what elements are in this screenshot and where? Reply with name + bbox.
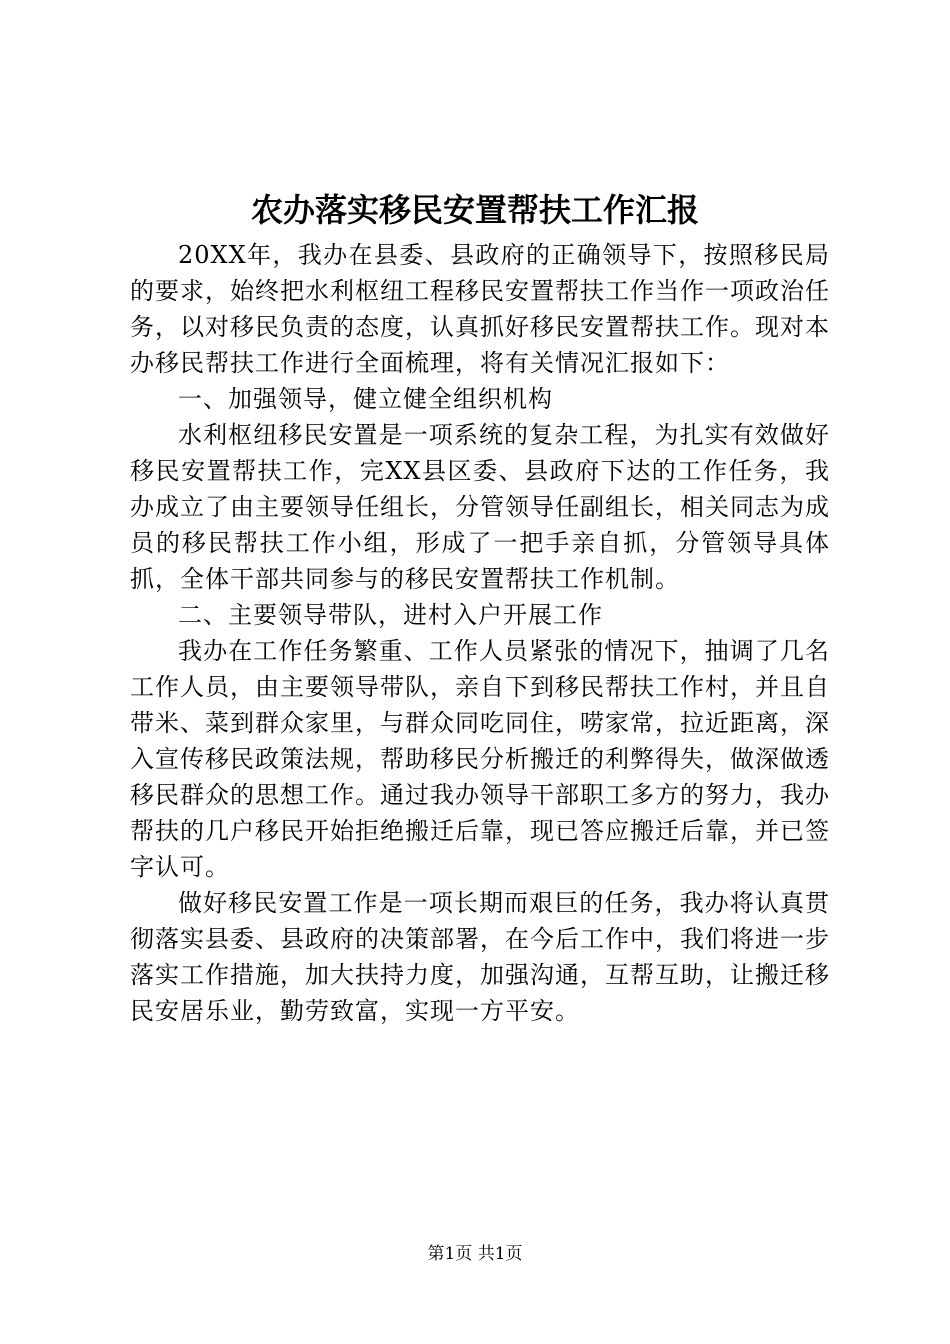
document-body	[130, 237, 830, 1029]
section-heading-1: 一、加强领导，健立健全组织机构	[178, 385, 553, 413]
section-1-paragraph: 水利枢纽移民安置是一项系统的复杂工程，为扎实有效做好移民安置帮扶工作，完XX县区委、县政府下达的工作任务，我办成立了由主要领导任组长，分管领导任副组长，相关同志为成员的移民帮扶工作小组，形成了一把手亲自抓，分管领导具体抓，全体干部共同参与的移民安置帮扶工作机制。	[130, 421, 830, 593]
section-2-paragraph: 我办在工作任务繁重、工作人员紧张的情况下，抽调了几名工作人员，由主要领导带队，亲自下到移民帮扶工作村，并且自带米、菜到群众家里，与群众同吃同住，唠家常，拉近距离，深入宣传移民政策法规，帮助移民分析搬迁的利弊得失，做深做透移民群众的思想工作。通过我办领导干部职工多方的努力，我办帮扶的几户移民开始拒绝搬迁后靠，现已答应搬迁后靠，并已签字认可。	[130, 637, 830, 881]
intro-paragraph: 20XX年，我办在县委、县政府的正确领导下，按照移民局的要求，始终把水利枢纽工程移民安置帮扶工作当作一项政治任务，以对移民负责的态度，认真抓好移民安置帮扶工作。现对本办移民帮扶工作进行全面梳理，将有关情况汇报如下：	[130, 241, 830, 377]
section-heading-2: 二、主要领导带队，进村入户开展工作	[178, 601, 603, 629]
document-title: 农办落实移民安置帮扶工作汇报	[250, 191, 699, 229]
closing-paragraph: 做好移民安置工作是一项长期而艰巨的任务，我办将认真贯彻落实县委、县政府的决策部署，在今后工作中，我们将进一步落实工作措施，加大扶持力度，加强沟通，互帮互助，让搬迁移民安居乐业，勤劳致富，实现一方平安。	[130, 889, 830, 1025]
page-footer: 第1页 共1页	[427, 1244, 523, 1264]
